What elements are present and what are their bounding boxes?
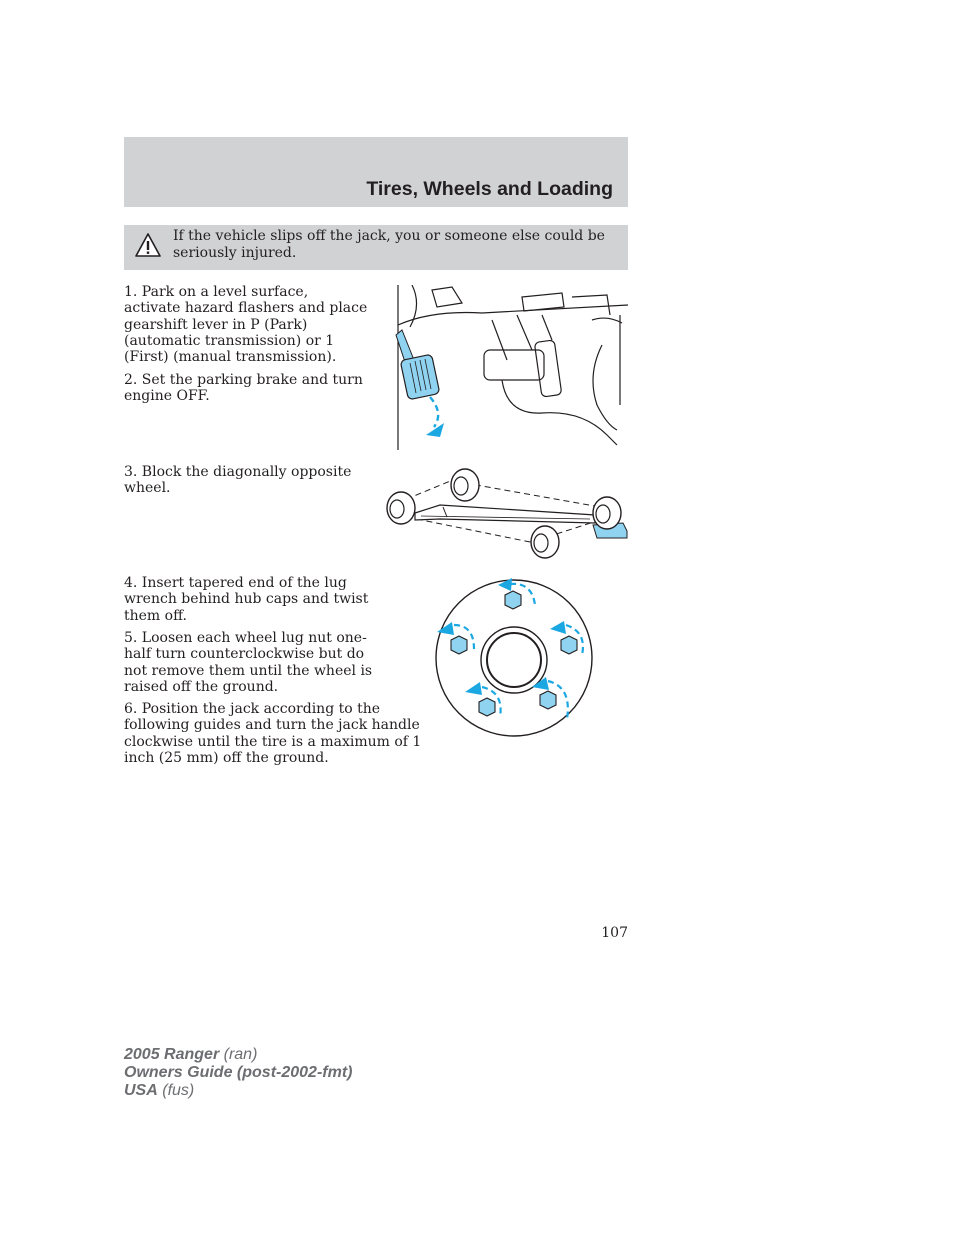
warning-triangle-icon xyxy=(134,231,162,259)
footer-guide: Owners Guide (post-2002-fmt) xyxy=(124,1064,353,1081)
wheel-front-right xyxy=(531,526,559,558)
page-number: 107 xyxy=(601,925,628,941)
lug-nut-diagram xyxy=(432,577,596,739)
document-footer xyxy=(124,1046,352,1100)
section-title: Tires, Wheels and Loading xyxy=(366,178,613,200)
wheel-block-diagram xyxy=(385,465,630,565)
lug-nut-left xyxy=(451,636,467,654)
wheel-rear-right-blocked xyxy=(593,497,627,538)
warning-box xyxy=(124,225,628,270)
wheel-front-left xyxy=(387,492,415,524)
step-4: 4. Insert tapered end of the lug wrench behind hub caps and twist them off. xyxy=(124,575,369,624)
step-5: 5. Loosen each wheel lug nut one-half turn counterclockwise but do not remove them until the wheel is raised off the ground. xyxy=(124,630,373,695)
footer-line-2 xyxy=(124,1064,352,1082)
section-header-band xyxy=(124,137,628,207)
footer-model-code: (ran) xyxy=(223,1046,258,1063)
lug-nut-right xyxy=(561,636,577,654)
lug-nut-bottom-right xyxy=(540,691,556,709)
footer-market-code: (fus) xyxy=(162,1082,195,1099)
footer-model: 2005 Ranger xyxy=(124,1046,220,1063)
footer-market: USA xyxy=(124,1082,158,1099)
push-arrow-path xyxy=(430,397,438,427)
pedals-illustration xyxy=(392,285,628,451)
lug-nut-bottom-left xyxy=(479,698,495,716)
warning-text: If the vehicle slips off the jack, you or someone else could be seriously injured. xyxy=(173,228,605,261)
step-6: 6. Position the jack according to the following guides and turn the jack handle clockwise until the tire is a maximum of 1 inch (25 mm) off the ground. xyxy=(124,701,422,766)
step-1: 1. Park on a level surface, activate hazard flashers and place gearshift lever in P (Park) (automatic transmission) or 1 (First) (manual transmission). xyxy=(124,284,368,366)
step-2: 2. Set the parking brake and turn engine OFF. xyxy=(124,372,363,405)
step-3: 3. Block the diagonally opposite wheel. xyxy=(124,464,352,497)
lug-nut-top xyxy=(505,591,521,609)
wheel-rear-left xyxy=(451,469,479,501)
footer-line-3 xyxy=(124,1082,352,1100)
parking-brake-pedal xyxy=(396,330,440,400)
footer-line-1 xyxy=(124,1046,352,1064)
